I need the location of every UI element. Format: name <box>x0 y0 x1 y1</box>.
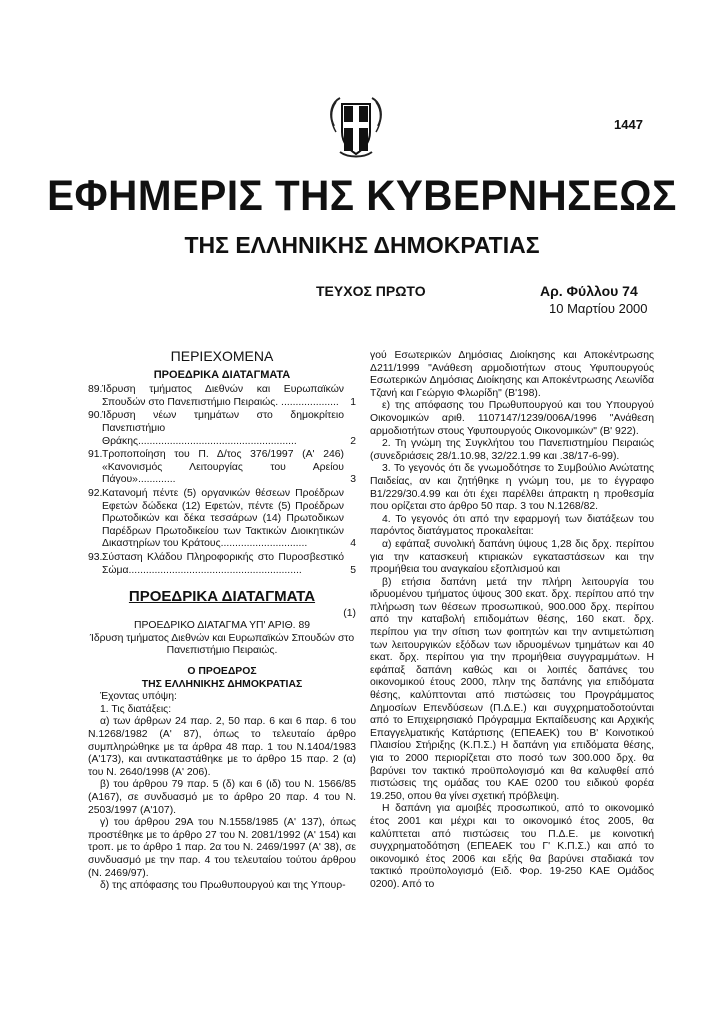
contents-heading: ΠΕΡΙΕΧΟΜΕΝΑ <box>170 348 274 364</box>
right-column <box>370 350 654 892</box>
president-line: ΤΗΣ ΕΛΛΗΝΙΚΗΣ ΔΗΜΟΚΡΑΤΙΑΣ <box>141 678 303 690</box>
sheet-number: Αρ. Φύλλου 74 <box>540 283 638 299</box>
issue-label: ΤΕΥΧΟΣ ΠΡΩΤΟ <box>316 283 426 299</box>
toc-item-text: Ίδρυση τμήματος Διεθνών και Ευρωπαϊκών Σπουδών στο Πανεπιστήμιο Πειραιώς. .................... <box>102 384 344 408</box>
gazette-subtitle: ΤΗΣ ΕΛΛΗΝΙΚΗΣ ΔΗΜΟΚΡΑΤΙΑΣ <box>184 232 540 258</box>
paragraph: 1. Τις διατάξεις: <box>100 703 172 715</box>
paragraph: 4. Το γεγονός ότι από την εφαρμογή των διατάξεων του παρόντος διατάγματος προκαλείται: <box>370 513 654 538</box>
toc-item <box>88 488 356 551</box>
paragraph: δ) της απόφασης του Πρωθυπουργού και της Υπουρ- <box>100 880 346 892</box>
paragraph: γ) του άρθρου 29Α του Ν.1558/1985 (Α' 137), όπως προστέθηκε με το άρθρο 27 του Ν. 2081/1992 (Α' 154) και τροπ. με το άρθρο 1 παρ. 2α του Ν. 2469/1997 (Α' 38), σε συνδυασμό με την παρ. 4 του τελευταίου τούτου άρθρου (Ν. 2469/97). <box>88 817 356 879</box>
gazette-title: ΕΦΗΜΕΡΙΣ ΤΗΣ ΚΥΒΕΡΝΗΣΕΩΣ <box>47 172 677 220</box>
toc-item-number: 93. <box>88 551 103 563</box>
paragraph: β) ετήσια δαπάνη μετά την πλήρη λειτουργία του ιδρυομένου τμήματος ύψους 300 εκατ. δρχ. περίπου από την πλήρωση των θέσεων προσωπικού, 900.000 δρχ. περίπου από την καταβολή επιδομάτων θέσης, 160 εκατ. δρχ. περίπου για την σίτιση των φοιτητών και την αντιμετώπιση των λειτουργικών εξόδων των ιδρυομένων τμημάτων και 40 εκατ. δρχ. περίπου για την προμήθεια συγγραμμάτων. Η εφάπαξ δαπάνη καθώς και οι λοιπές δαπάνες του οικονομικού έτους 2000, πλην της δαπάνης για επιδόματα θέσης, καλύπτονται από πιστώσεις του Προγράμματος Δημοσίων Επενδύσεων (Π.Δ.Ε.) και συγχρηματοδοτούνται από το Επιχειρησιακό Πρόγραμμα Εκπαίδευσης και Αρχικής Επαγγελματικής Κατάρτισης (ΕΠΕΑΕΚ) του Β' Κοινοτικού Πλαισίου Στήριξης (Κ.Π.Σ.) Η δαπάνη για επιδόματα θέσης, για το 2000 περιορίζεται στο ποσό των 300.000 δρχ. θα βαρύνει τον τακτικό προϋπολογισμό και θα καλυφθεί από πιστώσεις της ομάδας του ΚΑΕ 0200 του ειδικού φορέα 19.250, οπου θα γίνει σχετική πρόβλεψη. <box>370 576 654 802</box>
paragraph: 3. Το γεγονός ότι δε γνωμοδότησε το Συμβούλιο Ανώτατης Παιδείας, αν και ζητήθηκε η γνώμη του, με το έγγραφο Β1/229/30.4.99 και ότι έχει παρέλθει άπρακτη η προθεσμία που ορίζεται στο άρθρο 50 παρ. 3 του Ν.1268/82. <box>370 463 654 513</box>
toc-item-page: 4 <box>350 538 356 550</box>
greek-coat-of-arms-icon <box>326 92 386 160</box>
toc-item-text: Τροποποίηση του Π. Δ/τος 376/1997 (Α' 246) «Κανονισμός Λειτουργίας του Αρείου Πάγου»............. <box>102 449 344 486</box>
toc-item-page: 1 <box>350 396 356 408</box>
toc-item-page: 3 <box>350 474 356 486</box>
toc-item-number: 91. <box>88 449 103 461</box>
toc-item-page: 2 <box>350 435 356 447</box>
decree-number-mark: (1) <box>343 607 356 619</box>
paragraph: α) των άρθρων 24 παρ. 2, 50 παρ. 6 και 6 παρ. 6 του Ν.1268/1982 (Α' 87), όπως το τελευταίο άρθρο συμπληρώθηκε με τα άρθρα 48 παρ. 1 του Ν.1404/1983 (Α'173), και αντικαταστάθηκε με το άρθρο 15 παρ. 2 (α) του Ν. 2640/1998 (Α' 206). <box>88 716 356 778</box>
paragraph: Η δαπάνη για αμοιβές προσωπικού, από το οικονομικό έτος 2001 και μέχρι και το οικονομικό έτος 2005, θα καλύπτεται από πιστώσεις του Π.Δ.Ε. με κοινοτική συγχρηματοδότηση (ΕΠΕΑΕΚ του Γ' Κ.Π.Σ.) και από το οικονομικό έτος 2006 και εξής θα βαρύνει σταδιακά τον τακτικό προϋπολογισμό (Ειδ. Φορ. 19-250 ΚΑΕ Ομάδος 0200). Από το <box>370 803 654 890</box>
toc-item-number: 90. <box>88 410 103 422</box>
paragraph: β) του άρθρου 79 παρ. 5 (δ) και 6 (ιδ) του Ν. 1566/85 (Α167), σε συνδυασμό με το άρθρο 20 παρ. 4 του Ν. 2503/1997 (Α'107). <box>88 779 356 816</box>
paragraph: Έχοντας υπόψη: <box>100 691 177 703</box>
paragraph: 2. Τη γνώμη της Συγκλήτου του Πανεπιστημίου Πειραιώς (συνεδριάσεις 28/1.10.98, 32/22.1.99 και .38/17-6-99). <box>370 438 654 462</box>
page-number: 1447 <box>614 117 643 132</box>
toc-item-page: 5 <box>350 564 356 576</box>
president-line: Ο ΠΡΟΕΔΡΟΣ <box>187 666 257 678</box>
left-column <box>88 350 356 893</box>
issue-date: 10 Μαρτίου 2000 <box>549 301 648 316</box>
toc-item <box>88 449 356 487</box>
contents-subheading: ΠΡΟΕΔΡΙΚΑ ΔΙΑΤΑΓΜΑΤΑ <box>153 368 291 381</box>
paragraph: γού Εσωτερικών Δημόσιας Διοίκησης και Αποκέντρωσης Δ211/1999 "Ανάθεση αρμοδιοτήτων στους Υφυπουργούς Εσωτερικών Δημόσιας Διοίκησης και Αποκέντρωσης Λεωνίδα Τζανή και Γεώργιο Φλωρίδη" (Β'198). <box>370 350 654 399</box>
decree-title: ΠΡΟΕΔΡΙΚΟ ΔΙΑΤΑΓΜΑ ΥΠ' ΑΡΙΘ. 89 <box>133 620 311 632</box>
paragraph: α) εφάπαξ συνολική δαπάνη ύψους 1,28 δις δρχ. περίπου για την κατασκευή κτιριακών εγκαταστάσεων και την προμήθεια του αναγκαίου εξοπλισμού και <box>370 538 654 576</box>
toc-item-text: Σύσταση Κλάδου Πληροφορικής στο Πυροσβεστικό Σώμα............................................................ <box>102 551 344 576</box>
decrees-heading: ΠΡΟΕΔΡΙΚΑ ΔΙΑΤΑΓΜΑΤΑ <box>128 588 316 606</box>
toc-item-number: 92. <box>88 487 103 499</box>
paragraph: ε) της απόφασης του Πρωθυπουργού και του Υπουργού Οικονομικών αριθ. 1107147/1239/006Α/1996 "Ανάθεση αρμοδιοτήτων στους Υφυπουργούς Οικονομικών" (Β' 922). <box>370 400 654 437</box>
toc-item-text: Ίδρυση νέων τμημάτων στο δημοκρίτειο Πανεπιστήμιο Θράκης....................................................... <box>102 410 344 447</box>
toc-item <box>88 410 356 448</box>
decree-subject: Ίδρυση τμήματος Διεθνών και Ευρωπαϊκών Σπουδών στο Πανεπιστήμιο Πειραιώς. <box>89 632 355 657</box>
toc-item <box>88 384 356 409</box>
toc-item-number: 89. <box>88 384 103 396</box>
toc-item-text: Κατανομή πέντε (5) οργανικών θέσεων Προέδρων Εφετών δώδεκα (12) Εφετών, πέντε (5) Προέδρων Πρωτοδικών και δέκα τεσσάρων (14) Πρωτοδικων Παρέδρων Πρωτοδικείου των Τακτικών Διοικητικών Δικαστηρίων του Κράτους.............................. <box>102 487 344 550</box>
toc-item <box>88 552 356 577</box>
